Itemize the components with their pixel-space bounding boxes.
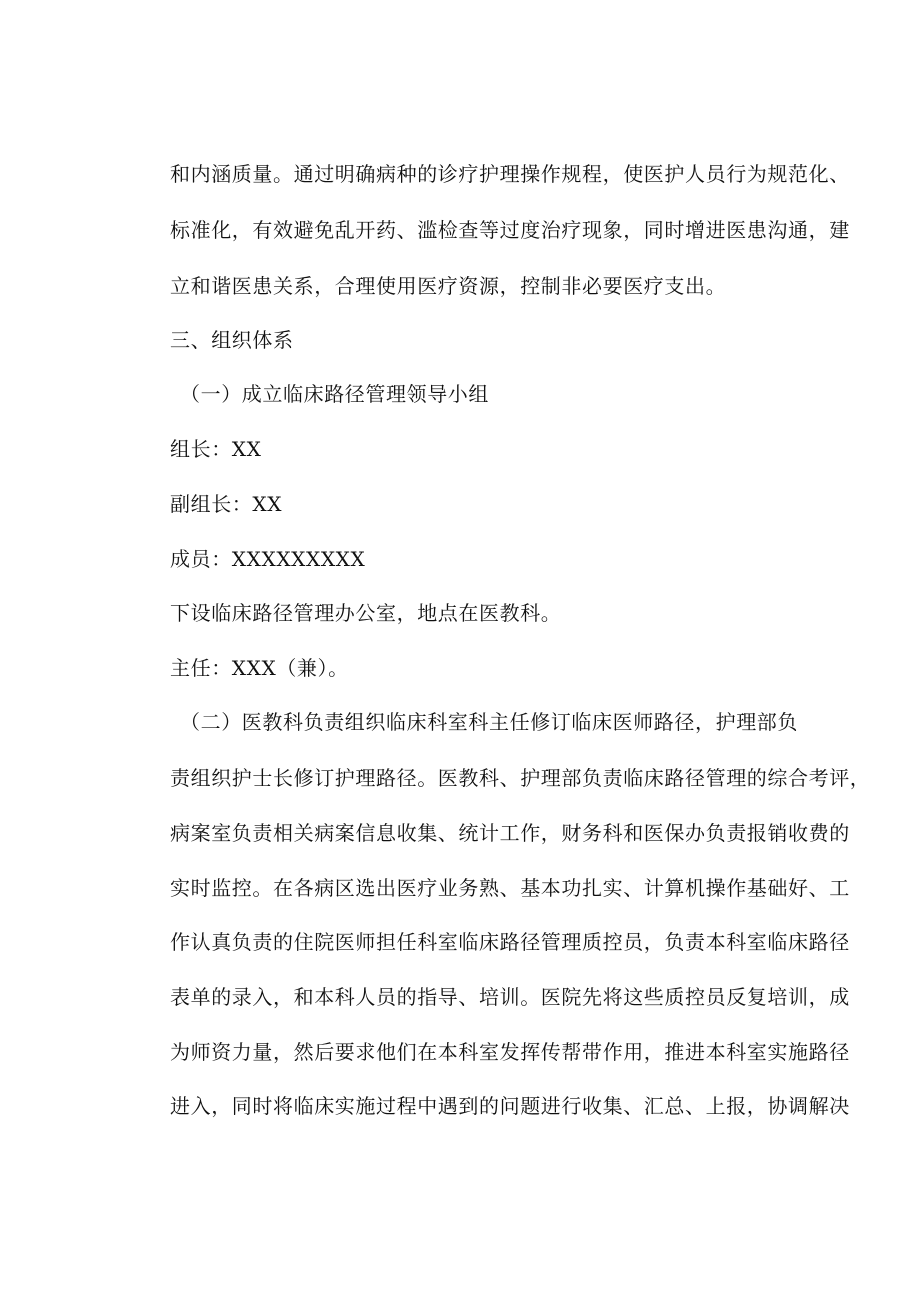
paragraph-line: 实时监控。在各病区选出医疗业务熟、基本功扎实、计算机操作基础好、工 xyxy=(170,876,850,900)
director-line: 主任：XXX（兼）。 xyxy=(170,656,349,680)
deputy-leader-line: 副组长：XX xyxy=(170,492,283,516)
paragraph-line: 表单的录入，和本科人员的指导、培训。医院先将这些质控员反复培训，成 xyxy=(170,985,850,1009)
paragraph-line: 病案室负责相关病案信息收集、统计工作，财务科和医保办负责报销收费的 xyxy=(170,821,850,845)
team-leader-line: 组长：XX xyxy=(170,437,262,461)
paragraph-line: 作认真负责的住院医师担任科室临床路径管理质控员，负责本科室临床路径 xyxy=(170,930,850,954)
subsection-heading: （一）成立临床路径管理领导小组 xyxy=(180,382,489,406)
section-heading: 三、组织体系 xyxy=(170,328,294,352)
paragraph-line: （二）医教科负责组织临床科室科主任修订临床医师路径，护理部负 xyxy=(180,710,798,734)
paragraph-line: 为师资力量，然后要求他们在本科室发挥传帮带作用，推进本科室实施路径 xyxy=(170,1040,850,1064)
office-line: 下设临床路径管理办公室，地点在医教科。 xyxy=(170,601,562,625)
paragraph-line: 进入，同时将临床实施过程中遇到的问题进行收集、汇总、上报，协调解决 xyxy=(170,1094,850,1118)
paragraph-line: 责组织护士长修订护理路径。医教科、护理部负责临床路径管理的综合考评， xyxy=(170,766,871,790)
paragraph-line: 和内涵质量。通过明确病种的诊疗护理操作规程，使医护人员行为规范化、 xyxy=(170,162,850,186)
paragraph-line: 标准化，有效避免乱开药、滥检查等过度治疗现象，同时增进医患沟通，建 xyxy=(170,218,850,242)
paragraph-line: 立和谐医患关系，合理使用医疗资源，控制非必要医疗支出。 xyxy=(170,274,727,298)
members-line: 成员：XXXXXXXXX xyxy=(170,547,366,571)
